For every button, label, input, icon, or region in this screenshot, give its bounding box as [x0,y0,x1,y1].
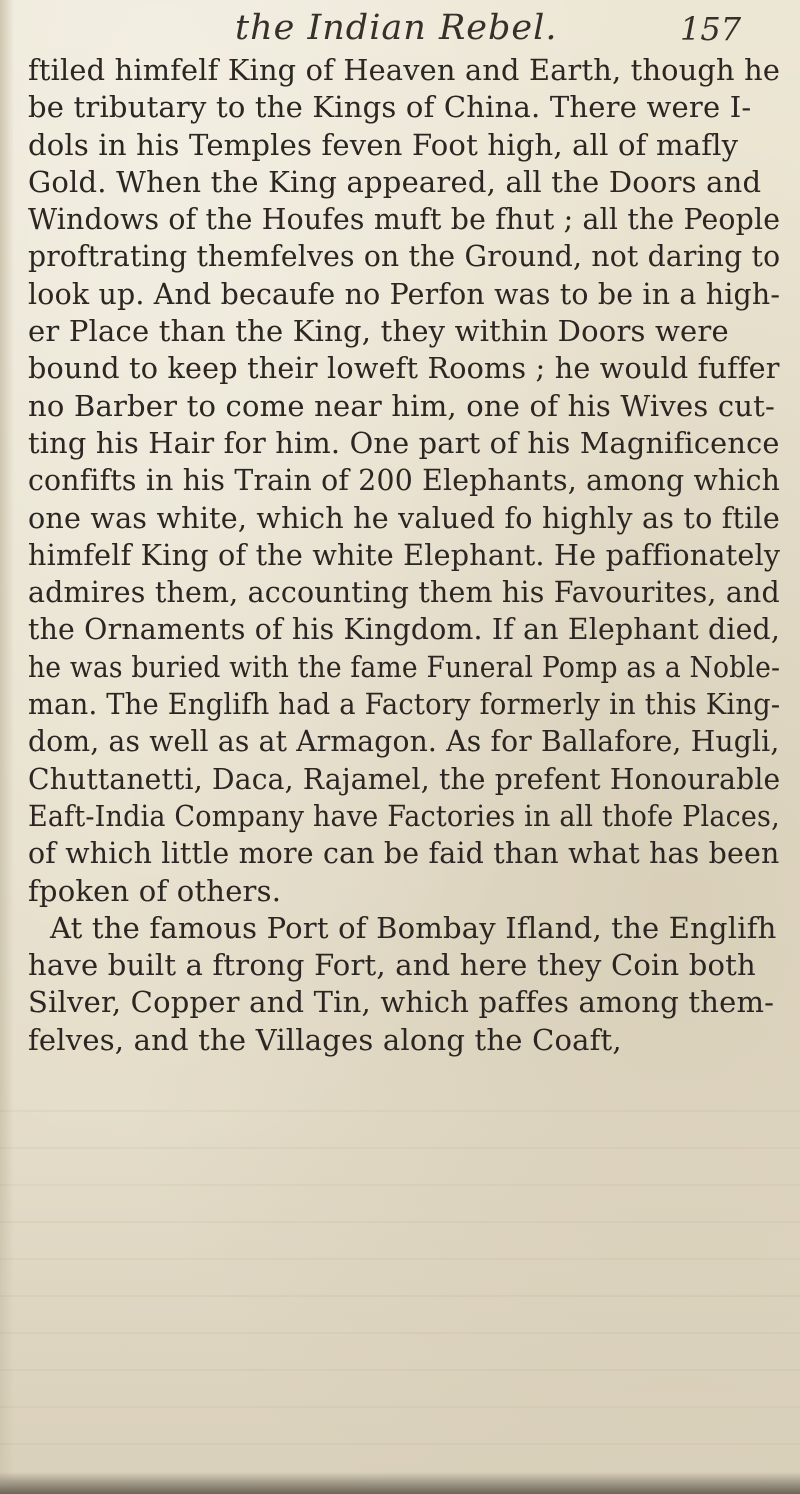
text-line: the Ornaments of his Kingdom. If an Elephant died, [28,612,781,647]
show-through-area [0,1110,800,1494]
text-line: have built a ftrong Fort, and here they Coin both [28,948,756,983]
body-text [28,52,788,1059]
text-line: ftiled himfelf King of Heaven and Earth, though he [28,53,781,87]
text-line: admires them, accounting them his Favourites, and [28,575,780,610]
text-line: dom, as well as at Armagon. As for Ballafore, Hugli, [28,724,780,759]
page-number: 157 [680,10,742,48]
text-line: himfelf King of the white Elephant. He paffionately [28,537,781,572]
text-line: look up. And becaufe no Perfon was to be in a high- [28,276,781,311]
text-line: felves, and the Villages along the Coaft, [28,1022,622,1057]
text-line: Chuttanetti, Daca, Rajamel, the prefent Honourable [28,761,781,796]
text-line: confifts in his Train of 200 Elephants, among which [28,463,781,498]
paragraph-start-line: At the famous Port of Bombay Ifland, the Englifh [50,910,777,945]
text-line: Eaft-India Company have Factories in all thofe Places, [28,798,780,833]
text-line: fpoken of others. [28,873,282,908]
text-line: one was white, which he valued fo highly as to ftile [28,500,781,535]
text-line: be tributary to the Kings of China. There were I- [28,90,752,125]
text-line: of which little more can be faid than what has been [28,836,780,871]
text-line: er Place than the King, they within Doors were [28,314,729,349]
text-line: bound to keep their loweft Rooms ; he would fuffer [28,351,780,386]
text-line: man. The Englifh had a Factory formerly in this King- [28,687,781,722]
text-line: Silver, Copper and Tin, which paffes among them- [28,985,775,1020]
text-line: dols in his Temples feven Foot high, all of mafly [28,127,739,162]
text-line: proftrating themfelves on the Ground, not daring to [28,239,781,274]
text-line: no Barber to come near him, one of his Wives cut- [28,388,776,423]
text-line: Gold. When the King appeared, all the Doors and [28,164,762,199]
running-title: the Indian Rebel. [235,8,558,48]
text-line: he was buried with the fame Funeral Pomp as a Noble- [28,649,781,684]
page-bottom-edge [0,1472,800,1494]
page-header [0,6,800,52]
text-line: ting his Hair for him. One part of his Magnificence [28,425,780,460]
text-line: Windows of the Houfes muft be fhut ; all the People [28,202,781,237]
